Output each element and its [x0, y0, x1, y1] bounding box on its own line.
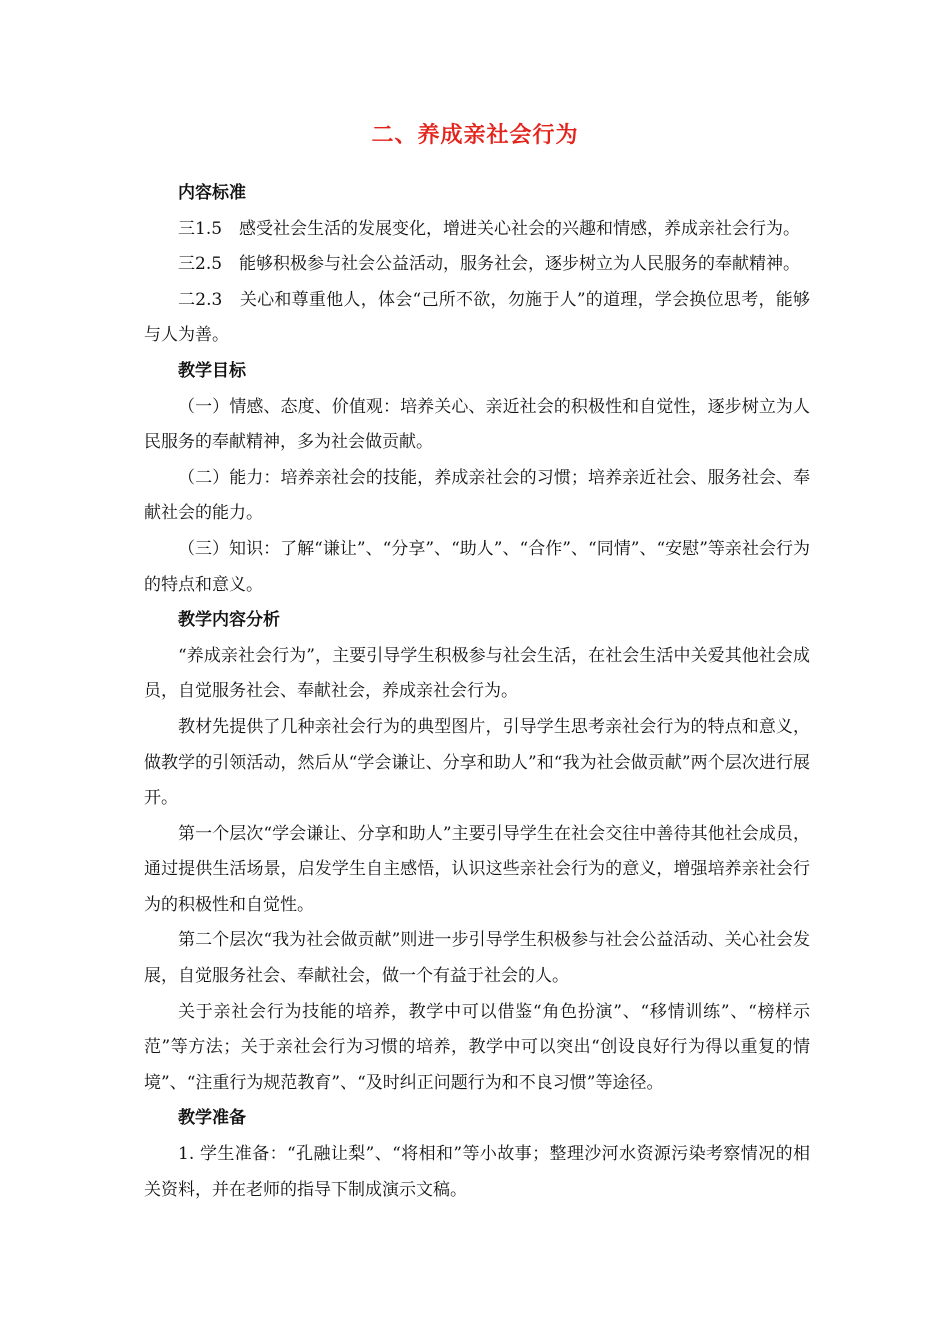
analysis-paragraph: 第一个层次“学会谦让、分享和助人”主要引导学生在社会交往中善待其他社会成员，通过提供生活场景，启发学生自主感悟，认识这些亲社会行为的意义，增强培养亲社会行为的积极性和自觉性。	[144, 823, 810, 915]
analysis-paragraph: 关于亲社会行为技能的培养，教学中可以借鉴“角色扮演”、“移情训练”、“榜样示范”等方法；关于亲社会行为习惯的培养，教学中可以突出“创设良好行为得以重复的情境”、“注重行为规范教育”、“及时纠正问题行为和不良习惯”等途径。	[144, 1001, 810, 1093]
document-title: 二、养成亲社会行为	[371, 123, 579, 148]
goal-item: （一）情感、态度、价值观：培养关心、亲近社会的积极性和自觉性，逐步树立为人民服务的奉献精神，多为社会做贡献。	[144, 396, 810, 453]
standard-item: 三1.5 感受社会生活的发展变化，增进关心社会的兴趣和情感，养成亲社会行为。	[178, 218, 801, 239]
analysis-paragraph: 教材先提供了几种亲社会行为的典型图片，引导学生思考亲社会行为的特点和意义，做教学的引领活动，然后从“学会谦让、分享和助人”和“我为社会做贡献”两个层次进行展开。	[144, 716, 810, 809]
analysis-paragraph: “养成亲社会行为”，主要引导学生积极参与社会生活，在社会生活中关爱其他社会成员，自觉服务社会、奉献社会，养成亲社会行为。	[144, 645, 810, 702]
standard-item: 二2.3 关心和尊重他人，体会“己所不欲，勿施于人”的道理，学会换位思考，能够与人为善。	[144, 289, 810, 346]
preparation-item: 1. 学生准备：“孔融让梨”、“将相和”等小故事；整理沙河水资源污染考察情况的相关资料，并在老师的指导下制成演示文稿。	[144, 1144, 810, 1200]
goal-item: （二）能力：培养亲社会的技能，养成亲社会的习惯；培养亲近社会、服务社会、奉献社会的能力。	[144, 467, 810, 524]
section-heading-teaching-preparation: 教学准备	[178, 1108, 246, 1129]
section-heading-content-analysis: 教学内容分析	[178, 610, 280, 631]
section-heading-teaching-goals: 教学目标	[178, 360, 246, 381]
goal-item: （三）知识：了解“谦让”、“分享”、“助人”、“合作”、“同情”、“安慰”等亲社会行为的特点和意义。	[144, 538, 810, 595]
analysis-paragraph: 第二个层次“我为社会做贡献”则进一步引导学生积极参与社会公益活动、关心社会发展，自觉服务社会、奉献社会，做一个有益于社会的人。	[144, 930, 810, 987]
section-heading-content-standard: 内容标准	[178, 183, 246, 203]
standard-item: 三2.5 能够积极参与社会公益活动，服务社会，逐步树立为人民服务的奉献精神。	[178, 254, 801, 275]
document-body	[144, 176, 810, 1208]
